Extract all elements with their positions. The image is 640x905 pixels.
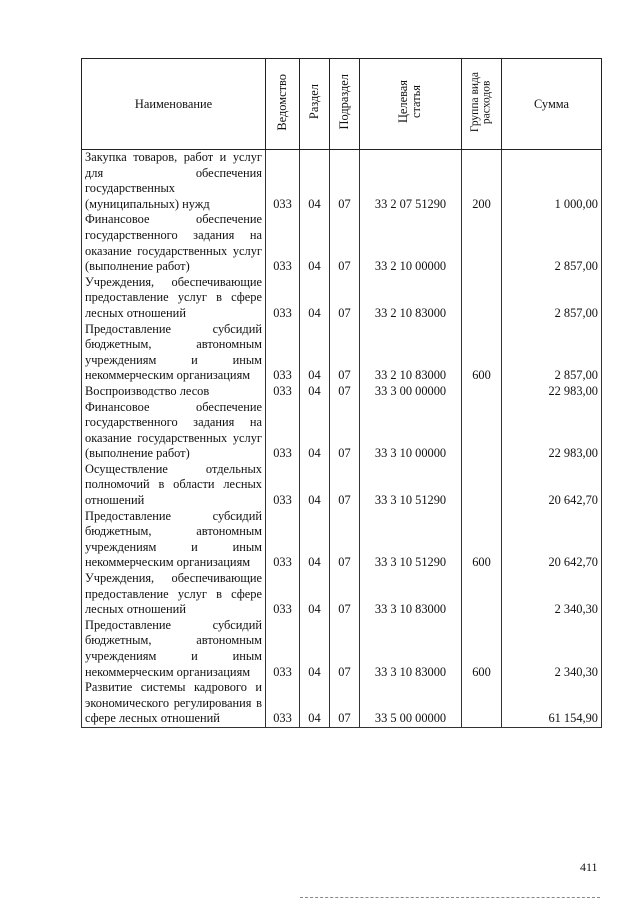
cell-subsection: 07 (330, 571, 360, 618)
table-row (82, 275, 602, 322)
table-row (82, 509, 602, 571)
cell-section: 04 (300, 400, 330, 462)
table-row (82, 212, 602, 274)
cell-name: Учреждения, обеспечивающие предоставление услуг в сфере лесных отношений (82, 571, 266, 618)
cell-section: 04 (300, 384, 330, 400)
cell-name: Финансовое обеспечение государственного задания на оказание государственных услуг (выполнение работ) (82, 400, 266, 462)
cell-section: 04 (300, 150, 330, 213)
cell-expense-group (462, 400, 502, 462)
cell-name: Закупка товаров, работ и услуг для обеспечения государственных (муниципальных) нужд (82, 150, 266, 213)
table-row (82, 384, 602, 400)
cell-name: Учреждения, обеспечивающие предоставление услуг в сфере лесных отношений (82, 275, 266, 322)
cell-target-item: 33 3 10 51290 (360, 462, 462, 509)
cell-amount: 2 340,30 (502, 618, 602, 680)
cell-amount: 1 000,00 (502, 150, 602, 213)
cell-name: Осуществление отдельных полномочий в области лесных отношений (82, 462, 266, 509)
cell-subsection: 07 (330, 400, 360, 462)
cell-target-item: 33 3 10 83000 (360, 571, 462, 618)
cell-expense-group (462, 571, 502, 618)
cell-amount: 20 642,70 (502, 509, 602, 571)
cell-amount: 61 154,90 (502, 680, 602, 727)
cell-amount: 22 983,00 (502, 400, 602, 462)
page-number: 411 (580, 860, 598, 874)
cell-section: 04 (300, 462, 330, 509)
cell-department: 033 (266, 400, 300, 462)
cell-target-item: 33 2 10 00000 (360, 212, 462, 274)
header-name: Наименование (82, 59, 266, 150)
cell-department: 033 (266, 462, 300, 509)
table-row (82, 462, 602, 509)
table-body (82, 150, 602, 728)
cell-subsection: 07 (330, 150, 360, 213)
cell-section: 04 (300, 509, 330, 571)
cell-amount: 20 642,70 (502, 462, 602, 509)
cell-expense-group: 200 (462, 150, 502, 213)
cell-subsection: 07 (330, 212, 360, 274)
cell-department: 033 (266, 322, 300, 384)
header-amount: Сумма (502, 59, 602, 150)
table-header (82, 59, 602, 150)
cell-expense-group (462, 275, 502, 322)
cell-department: 033 (266, 275, 300, 322)
cell-section: 04 (300, 571, 330, 618)
budget-table (81, 58, 602, 728)
cell-subsection: 07 (330, 275, 360, 322)
cell-section: 04 (300, 275, 330, 322)
cell-expense-group (462, 384, 502, 400)
cell-target-item: 33 2 10 83000 (360, 322, 462, 384)
cell-department: 033 (266, 509, 300, 571)
cell-department: 033 (266, 150, 300, 213)
cell-name: Финансовое обеспечение государственного задания на оказание государственных услуг (выполнение работ) (82, 212, 266, 274)
cell-subsection: 07 (330, 509, 360, 571)
cell-expense-group: 600 (462, 618, 502, 680)
table-row (82, 571, 602, 618)
header-subsection: Подраздел (330, 59, 360, 150)
cell-target-item: 33 3 00 00000 (360, 384, 462, 400)
cell-expense-group: 600 (462, 509, 502, 571)
cell-section: 04 (300, 322, 330, 384)
table-row (82, 150, 602, 213)
cell-target-item: 33 2 07 51290 (360, 150, 462, 213)
cell-amount: 2 340,30 (502, 571, 602, 618)
cell-department: 033 (266, 212, 300, 274)
cell-name: Развитие системы кадрового и экономического регулирования в сфере лесных отношений (82, 680, 266, 727)
cell-subsection: 07 (330, 462, 360, 509)
header-department: Ведомство (266, 59, 300, 150)
cell-name: Предоставление субсидий бюджетным, автономным учреждениям и иным некоммерческим организациям (82, 322, 266, 384)
cell-expense-group (462, 680, 502, 727)
cell-subsection: 07 (330, 680, 360, 727)
cell-amount: 2 857,00 (502, 275, 602, 322)
cell-subsection: 07 (330, 322, 360, 384)
cell-target-item: 33 3 10 51290 (360, 509, 462, 571)
cell-expense-group (462, 462, 502, 509)
table-row (82, 618, 602, 680)
footer-divider (300, 897, 600, 898)
cell-department: 033 (266, 618, 300, 680)
header-section: Раздел (300, 59, 330, 150)
cell-target-item: 33 5 00 00000 (360, 680, 462, 727)
cell-department: 033 (266, 571, 300, 618)
header-target-item: Целевая статья (360, 59, 462, 150)
cell-name: Предоставление субсидий бюджетным, автономным учреждениям и иным некоммерческим организациям (82, 618, 266, 680)
table-row (82, 400, 602, 462)
cell-amount: 2 857,00 (502, 212, 602, 274)
cell-target-item: 33 2 10 83000 (360, 275, 462, 322)
header-expense-group: Группа вида расходов (462, 59, 502, 150)
cell-name: Предоставление субсидий бюджетным, автономным учреждениям и иным некоммерческим организациям (82, 509, 266, 571)
cell-target-item: 33 3 10 83000 (360, 618, 462, 680)
cell-department: 033 (266, 384, 300, 400)
cell-subsection: 07 (330, 618, 360, 680)
cell-section: 04 (300, 680, 330, 727)
cell-section: 04 (300, 618, 330, 680)
cell-expense-group: 600 (462, 322, 502, 384)
cell-amount: 22 983,00 (502, 384, 602, 400)
cell-target-item: 33 3 10 00000 (360, 400, 462, 462)
cell-amount: 2 857,00 (502, 322, 602, 384)
table-row (82, 680, 602, 727)
cell-department: 033 (266, 680, 300, 727)
table-row (82, 322, 602, 384)
cell-name: Воспроизводство лесов (82, 384, 266, 400)
cell-section: 04 (300, 212, 330, 274)
cell-subsection: 07 (330, 384, 360, 400)
cell-expense-group (462, 212, 502, 274)
